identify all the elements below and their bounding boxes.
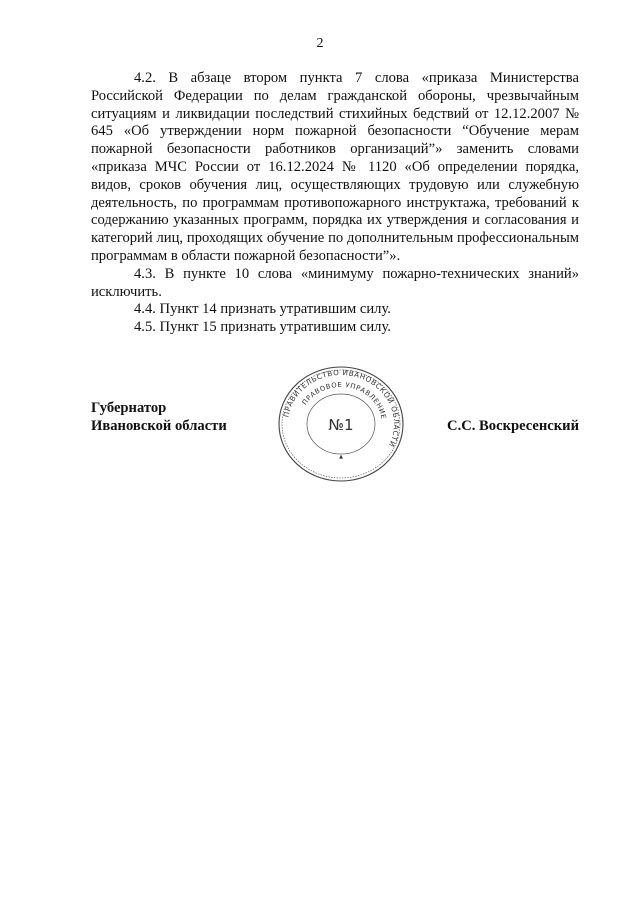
paragraph-4-5: 4.5. Пункт 15 признать утратившим силу. [134, 319, 391, 336]
seal-star-icon: ▲ [339, 454, 343, 460]
signatory-title-line1: Губернатор [91, 400, 167, 416]
paragraph-4-4: 4.4. Пункт 14 признать утратившим силу. [134, 301, 391, 318]
signatory-title-line2: Ивановской области [91, 417, 227, 434]
paragraph-4-3: 4.3. В пункте 10 слова «минимуму пожарно-технических знаний» исключить. [91, 265, 579, 300]
document-body [91, 70, 579, 337]
seal-inner-text: ПРАВОВОЕ УПРАВЛЕНИЕ [300, 380, 388, 420]
paragraph-4-2: 4.2. В абзаце втором пункта 7 слова «приказа Министерства Российской Федерации по делам гражданской обороны, чрезвычайным ситуациям и ликвидации последствий стихийных бедствий от 12.12.2007 № 645 «Об утверждении норм пожарной безопасности “Обучение мерам пожарной безопасности работников организаций”» заменить словами «приказа МЧС России от 16.12.2024 № 1120 «Об определении порядка, видов, сроков обучения лиц, осуществляющих трудовую или служебную деятельность, по программам противопожарного инструктажа, требований к содержанию указанных программ, порядка их утверждения и согласования и категорий лиц, проходящих обучение по дополнительным профессиональным программам в области пожарной безопасности”». [91, 70, 579, 264]
official-seal-stamp [276, 364, 406, 484]
seal-outer-text: ПРАВИТЕЛЬСТВО ИВАНОВСКОЙ ОБЛАСТИ [281, 367, 402, 449]
page-number: 2 [316, 36, 324, 51]
seal-number: №1 [328, 416, 354, 434]
signatory-name: С.С. Воскресенский [447, 417, 579, 434]
